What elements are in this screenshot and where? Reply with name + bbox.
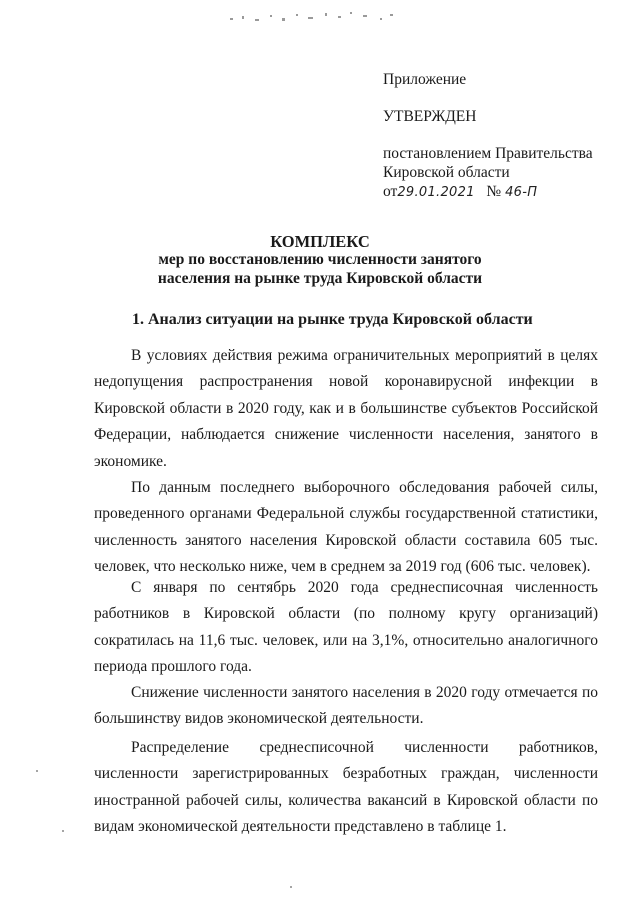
approval-block: [383, 70, 613, 202]
handwritten-number: 46-П: [505, 185, 538, 200]
scan-noise: [230, 10, 400, 24]
decree-line-1: постановлением Правительства: [383, 145, 593, 162]
handwritten-date: 29.01.2021: [397, 185, 475, 200]
document-subtitle-line-1: мер по восстановлению численности занятого: [158, 251, 482, 268]
paragraph-text: С января по сентябрь 2020 года среднесписочная численность работников в Кировской области (по полному кругу организаций) сократилась на 11,6 тыс. человек, или на 3,1%, относительно аналогичного периода прошлого года.: [94, 579, 598, 676]
paragraph: [94, 343, 598, 475]
paragraph-text: Распределение среднесписочной численности работников, численности зарегистрированных безработных граждан, численности иностранной рабочей силы, количества вакансий в Кировской области по видам экономической деятельности представлено в таблице 1.: [94, 739, 598, 836]
document-subtitle-line-2: населения на рынке труда Кировской области: [157, 270, 483, 287]
approved-label: УТВЕРЖДЕН: [383, 108, 477, 125]
decree-date-line: [383, 182, 613, 202]
paragraph-text: Снижение численности занятого населения в 2020 году отмечается по большинству видов экономической деятельности.: [94, 684, 598, 728]
scan-speck: [36, 770, 38, 772]
scan-speck: [290, 886, 292, 888]
document-title: КОМПЛЕКС: [270, 232, 370, 251]
paragraph-text: По данным последнего выборочного обследования рабочей силы, проведенного органами Федеральной службы государственной статистики, численность занятого населения Кировской области составила 605 тыс. человек, что несколько ниже, чем в среднем за 2019 год (606 тыс. человек).: [94, 479, 598, 576]
scan-speck: [62, 830, 64, 832]
date-prefix: от: [383, 183, 398, 200]
appendix-label: Приложение: [383, 71, 467, 88]
decree-line-2: Кировской области: [383, 164, 510, 181]
paragraph-text: В условиях действия режима ограничительных мероприятий в целях недопущения распространения новой коронавирусной инфекции в Кировской области в 2020 году, как и в большинстве субъектов Российской Федерации, наблюдается снижение численности населения, занятого в экономике.: [94, 347, 598, 470]
paragraph: [94, 575, 598, 681]
paragraph: [94, 475, 598, 581]
number-prefix: №: [486, 183, 502, 200]
paragraph: [94, 680, 598, 733]
paragraph: [94, 735, 598, 841]
section-heading: 1. Анализ ситуации на рынке труда Кировской области: [132, 311, 533, 328]
